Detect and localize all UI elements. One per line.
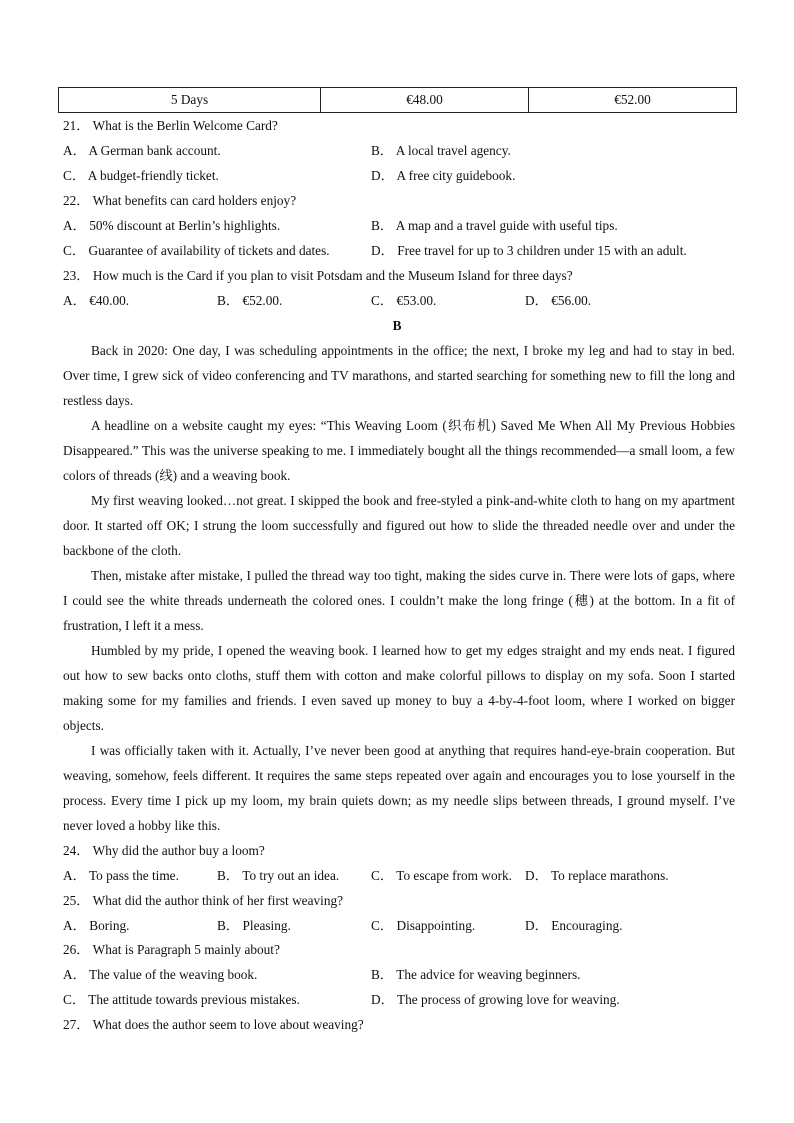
q26-option-c: C． The attitude towards previous mistakes.	[63, 992, 300, 1007]
q21-option-a: A． A German bank account.	[63, 143, 221, 158]
question-21: 21． What is the Berlin Welcome Card?	[63, 118, 278, 133]
paragraph-3: My first weaving looked…not great. I skipped the book and free-styled a pink-and-white cloth to hang on my apartment door. It started off OK; I strung the loom successfully and figured out how to slide the threaded needle over and under the backbone of the cloth.	[63, 493, 735, 558]
passage	[63, 338, 735, 838]
question-23: 23． How much is the Card if you plan to visit Potsdam and the Museum Island for three days?	[63, 268, 573, 283]
price-table	[58, 87, 737, 113]
q25-option-c: C． Disappointing.	[371, 918, 476, 933]
table-cell-price2: €52.00	[529, 88, 737, 113]
paragraph-2: A headline on a website caught my eyes: “This Weaving Loom (织布机) Saved Me When All My Previous Hobbies Disappeared.” This was the universe speaking to me. I immediately bought all the things recommended—a small loom, a few colors of threads (线) and a weaving book.	[63, 418, 735, 483]
q26-option-b: B． The advice for weaving beginners.	[371, 967, 581, 982]
question-26: 26． What is Paragraph 5 mainly about?	[63, 942, 280, 957]
q23-option-d: D． €56.00.	[525, 293, 592, 308]
q26-option-a: A． The value of the weaving book.	[63, 967, 258, 982]
q23-option-b: B． €52.00.	[217, 293, 283, 308]
question-24: 24． Why did the author buy a loom?	[63, 843, 265, 858]
q26-option-d: D． The process of growing love for weaving.	[371, 992, 620, 1007]
q25-option-a: A． Boring.	[63, 918, 130, 933]
question-27: 27． What does the author seem to love about weaving?	[63, 1017, 364, 1032]
paragraph-5: Humbled by my pride, I opened the weaving book. I learned how to get my edges straight and my ends neat. I figured out how to sew backs onto cloths, stuff them with cotton and make colorful pillows to display on my sofa. Soon I started making some for my families and friends. I even saved up money to buy a 4-by-4-foot loom, where I worked on bigger objects.	[63, 643, 735, 733]
q25-option-b: B． Pleasing.	[217, 918, 291, 933]
q21-option-c: C． A budget-friendly ticket.	[63, 168, 219, 183]
q24-option-d: D． To replace marathons.	[525, 868, 669, 883]
table-cell-price1: €48.00	[321, 88, 529, 113]
q23-option-a: A． €40.00.	[63, 293, 130, 308]
q22-option-c: C． Guarantee of availability of tickets and dates.	[63, 243, 330, 258]
q22-option-a: A． 50% discount at Berlin’s highlights.	[63, 218, 281, 233]
question-25: 25． What did the author think of her first weaving?	[63, 893, 344, 908]
paragraph-1: Back in 2020: One day, I was scheduling appointments in the office; the next, I broke my leg and had to stay in bed. Over time, I grew sick of video conferencing and TV marathons, and started searching for something new to fill the long and restless days.	[63, 343, 735, 408]
question-22: 22． What benefits can card holders enjoy?	[63, 193, 297, 208]
q24-option-a: A． To pass the time.	[63, 868, 179, 883]
q22-option-b: B． A map and a travel guide with useful tips.	[371, 218, 618, 233]
q21-option-d: D． A free city guidebook.	[371, 168, 516, 183]
paragraph-6: I was officially taken with it. Actually, I’ve never been good at anything that requires hand-eye-brain cooperation. But weaving, somehow, feels different. It requires the same steps repeated over again and encourages you to lose yourself in the process. Every time I pick up my loom, my brain quiets down; as my needle slips between threads, I ground myself. I’ve never loved a hobby like this.	[63, 743, 735, 833]
q21-option-b: B． A local travel agency.	[371, 143, 511, 158]
q24-option-c: C． To escape from work.	[371, 868, 512, 883]
q22-option-d: D． Free travel for up to 3 children under 15 with an adult.	[371, 243, 687, 258]
table-row	[59, 88, 737, 113]
q25-option-d: D． Encouraging.	[525, 918, 623, 933]
q23-option-c: C． €53.00.	[371, 293, 437, 308]
section-label: B	[392, 318, 402, 333]
q24-option-b: B． To try out an idea.	[217, 868, 340, 883]
table-cell-days: 5 Days	[59, 88, 321, 113]
paragraph-4: Then, mistake after mistake, I pulled the thread way too tight, making the sides curve in. There were lots of gaps, where I could see the white threads underneath the colored ones. I couldn’t make the long fringe (穗) at the bottom. In a fit of frustration, I left it a mess.	[63, 568, 735, 633]
